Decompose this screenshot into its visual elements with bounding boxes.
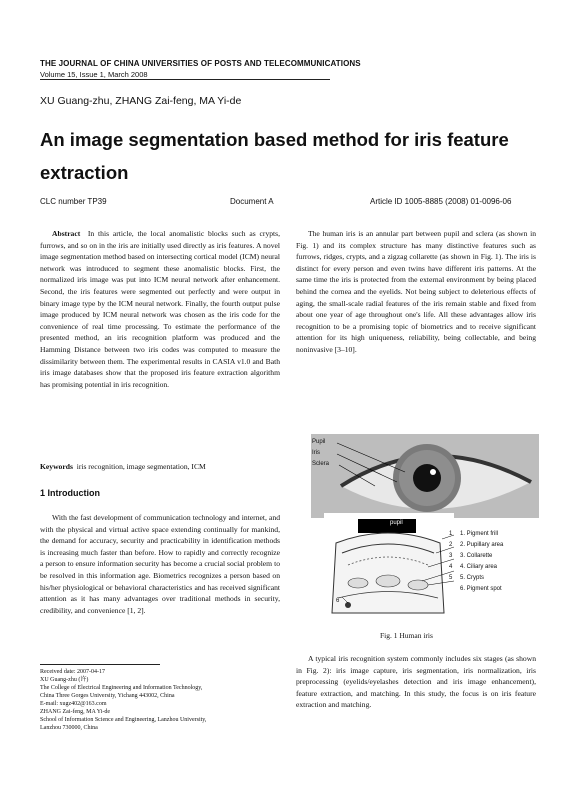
authors: XU Guang-zhu, ZHANG Zai-feng, MA Yi-de: [40, 95, 242, 107]
diagram-number: 6: [336, 598, 340, 604]
footnote-line: Received date: 2007-04-17: [40, 669, 105, 675]
introduction-text: [40, 512, 280, 652]
pupil-label: pupil: [390, 520, 403, 526]
eye-label-sclera: Sclera: [312, 461, 330, 467]
keywords: [40, 462, 206, 471]
eye-label-iris: Iris: [312, 450, 320, 456]
journal-name: THE JOURNAL OF CHINA UNIVERSITIES OF POSTS AND TELECOMMUNICATIONS: [40, 59, 361, 68]
right-column-paragraph-2: A typical iris recognition system commonly includes six stages (as shown in Fig. 2): iris image capture, iris segmentation, iris normalization, iris preprocessing (eyelids/eyelashes detection and iris image enhancement), feature extraction, and matching. In this study, the focus is on iris feature extraction and matching.: [296, 654, 536, 710]
header-rule: [40, 79, 330, 80]
diagram-number: 5: [449, 575, 453, 581]
abstract-label: Abstract: [52, 229, 81, 238]
legend-item: 4. Ciliary area: [460, 564, 498, 570]
right-column-paragraph-1: The human iris is an annular part between pupil and sclera (as shown in Fig. 1) and its complex structure has many distinctive features such as furrows, ridges, crypts, and a zigzag collarette (as shown in Fig. 1). The iris is distinct for every person and even twins have different iris patterns. At the same time the iris is protected from the external environment by being placed behind the cornea and the eyelids. Not being subject to deleterious effects of aging, the small-scale radial features of the iris remain stable and fixed from about one year of age throughout one's life. All these advantages allow iris recognition to be a promising topic of biometrics and to receive significant attention for its high uniqueness, reliability, being collectable, and being noninvasive [3–10].: [296, 229, 536, 354]
diagram-number: 2: [449, 542, 453, 548]
legend-item: 3. Collarette: [460, 553, 493, 559]
footnote-line: China Three Gorges University, Yichang 443002, China: [40, 693, 175, 699]
legend-item: 2. Pupillary area: [460, 542, 504, 548]
paper-title: An image segmentation based method for iris feature extraction: [40, 129, 509, 183]
footnote-line: School of Information Science and Engineering, Lanzhou University,: [40, 717, 207, 723]
diagram-number: 3: [449, 553, 453, 559]
legend-item: 1. Pigment frill: [460, 531, 499, 537]
abstract-text: In this article, the local anomalistic blocks such as crypts, furrows, and so on in the iris are initially used directly as iris features. A novel image segmentation method based on intersecting cortical model (ICM) neural network was introduced to segment these anomalistic blocks. First, the normalized iris image was put into ICM neural network after enhancement. Second, the iris features were segmented out perfectly and were output in binary image type by the ICM neural network. Finally, the fourth output pulse image produced by ICM neural network was chosen as the iris code for the convenience of real time processing. To estimate the performance of the presented method, an iris recognition platform was produced and the Hamming Distance between two iris codes was computed to measure the dissimilarity between them. The experimental results in CASIA v1.0 and Bath iris image databases show that the proposed iris feature extraction algorithm has promising potential in iris recognition.: [40, 229, 280, 389]
footnote-line: Lanzhou 730000, China: [40, 725, 98, 731]
keywords-text: iris recognition, image segmentation, ICM: [76, 462, 206, 471]
diagram-number: 1: [449, 531, 453, 537]
footnote-line: E-mail: xugz402@163.com: [40, 701, 107, 707]
document-code: Document A: [230, 197, 274, 206]
article-id: Article ID 1005-8885 (2008) 01-0096-06: [370, 197, 512, 206]
legend-item: 6. Pigment spot: [460, 586, 502, 592]
keywords-label: Keywords: [40, 462, 73, 471]
eye-photo: [311, 434, 539, 518]
introduction-paragraph: With the fast development of communication technology and internet, and with the physical and virtual active space extending continually for mankind, the demand for accuracy, security and practicability in identification methods is increasing much faster than before. How to rapidly and correctly recognize a person to ensure information security has become a crucial social problem to be resolved in this information age. Biometrics recognizes a person based on his/her physiological or behavioral characteristics and has received significant attention as it has many advantages over traditional methods in security, credibility, and convenience [1, 2].: [40, 513, 280, 615]
diagram-number: 4: [449, 564, 453, 570]
figure-caption: Fig. 1 Human iris: [380, 631, 433, 640]
eye-label-pupil: Pupil: [312, 439, 326, 445]
footnote-line: XU Guang-zhu (许): [40, 677, 89, 683]
footnote-rule: [40, 664, 160, 665]
footnote: [40, 668, 280, 732]
iris-structure-diagram: [318, 513, 539, 623]
volume-info: Volume 15, Issue 1, March 2008: [40, 70, 148, 79]
clc-number: CLC number TP39: [40, 197, 107, 206]
abstract: [40, 228, 280, 450]
footnote-line: ZHANG Zai-feng, MA Yi-de: [40, 709, 111, 715]
section-heading-introduction: 1 Introduction: [40, 488, 100, 498]
legend-item: 5. Crypts: [460, 575, 485, 581]
footnote-line: The College of Electrical Engineering and Information Technology,: [40, 685, 203, 691]
